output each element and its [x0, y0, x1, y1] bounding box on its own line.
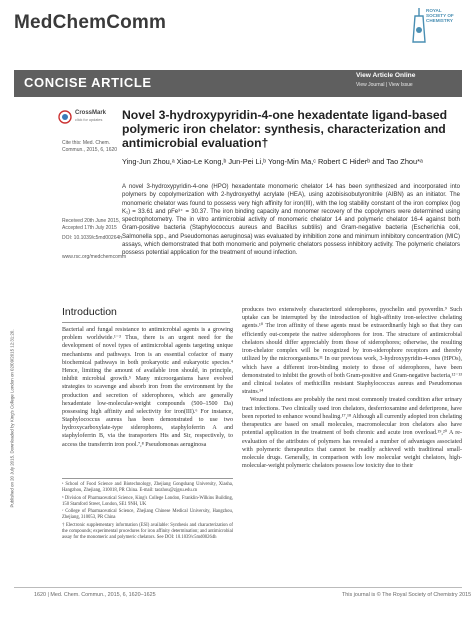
section-heading-introduction: Introduction: [62, 306, 117, 318]
view-article-online-link[interactable]: View Article Online: [356, 72, 416, 79]
citation: Cite this: Med. Chem. Commun., 2015, 6, 1620: [62, 140, 118, 153]
view-journal-links[interactable]: View Journal | View Issue: [356, 82, 413, 88]
abstract: A novel 3-hydroxypyridin-4-one (HPO) hexadentate monomeric chelator 14 has been synthesized and incorporated into polymers by copolymerization with 2-hydroxyethyl acrylate (HEA), using azobisisobutyronitrile (AIBN) as an initiator. The monomeric chelator was found to possess very high affinity for iron(III), with the log stability constant of the iron complex (log K₁) = 33.61 and pFe³⁺ = 30.37. The iron binding capacity and monomer recovery of the copolymers were determined using spectrophotometry. The in vitro antimicrobial activity of monomeric chelator 14 and polymeric chelator 16-4 against both Gram-positive bacteria (Staphylococcus aureus and Bacillus subtilis) and Gram-negative bacteria (Escherichia coli, Salmonella spp., and Pseudomonas aeruginosa) was evaluated by inhibition zone and minimum inhibitory concentration (MIC) assays, which demonstrated that both monomeric and polymeric chelators possess inhibitory activity. The polymeric chelators possess potential application for the treatment of wound infection.: [122, 184, 460, 256]
rsc-logo-text: ROYAL SOCIETY OF CHEMISTRY: [426, 8, 454, 24]
article-type: CONCISE ARTICLE: [24, 75, 152, 90]
author-list: Ying-Jun Zhou,ᵃ Xiao-Le Kong,ᵇ Jun-Pei Li,ᵇ Yong-Min Ma,ᶜ Robert C Hiderᵇ and Tao Zhou*ᵃ: [122, 157, 423, 166]
paragraph: Bacterial and fungal resistance to antimicrobial agents is a growing problem worldwide.¹⁻³ Thus, there is an urgent need for the development of novel types of antimicrobial agents targeting unique mechanisms and pathways. Iron is an essential cofactor of many biochemical pathways in both prokaryotic and eukaryotic species.⁴ Hence, limiting the amount of available iron should, in principle, inhibit microbial growth.⁵ Many microorganisms have evolved strategies to scavenge and absorb iron from the environment by the production and secretion of siderophores, which are generally hexadentate low-molecular-weight compounds (500–1500 Da) possessing high affinity and selectivity for iron(III).⁶ For instance, Staphylococcus aureus has been demonstrated to use two hydroxycarboxylate-type siderophores, staphyloferrin A and staphyloferrin B, via the transporters Hts and Sir, respectively, to access the transferrin iron pool.⁷,⁸ Pseudomonas aeruginosa: [62, 327, 233, 448]
body-column-left: [62, 326, 233, 449]
journal-website-link[interactable]: www.rsc.org/medchemcomm: [62, 254, 127, 260]
body-column-right: [242, 306, 462, 470]
crossmark-icon: [58, 110, 72, 124]
footnote-affiliation-a: ᵃ School of Food Science and Biotechnology, Zhejiang Gongshang University, Xiasha, Hangzhou, Zhejiang, 310018, PR China. E-mail: taozhou@zjgsu.edu.cn: [62, 482, 233, 494]
section-divider: [62, 322, 230, 323]
crossmark-badge[interactable]: [58, 108, 118, 128]
footnote-divider: [62, 478, 233, 479]
footnote-affiliation-b: ᵇ Division of Pharmaceutical Science, King's College London, Franklin-Wilkins Building, 150 Stamford Street, London, SE1 9NH, UK: [62, 495, 233, 507]
footnotes: [62, 482, 233, 543]
page-footer-citation: 1620 | Med. Chem. Commun., 2015, 6, 1620–1625: [34, 592, 156, 598]
crossmark-sub: click for updates: [75, 118, 103, 122]
publication-sidebar: [2, 210, 14, 510]
page-footer-copyright: This journal is © The Royal Society of Chemistry 2015: [342, 592, 472, 598]
crossmark-label: CrossMark: [75, 110, 107, 116]
article-dates: [62, 218, 124, 242]
accepted-date: Accepted 17th July 2015: [62, 225, 117, 231]
footer-divider: [14, 587, 462, 588]
footnote-affiliation-c: ᶜ College of Pharmaceutical Science, Zhejiang Chinese Medical University, Hangzhou, Zhejiang, 310053, PR China: [62, 509, 233, 521]
doi[interactable]: DOI: 10.1039/c5md00264h: [62, 235, 123, 241]
rsc-logo: [412, 6, 462, 50]
rsc-flask-icon: [412, 6, 426, 46]
received-date: Received 20th June 2015,: [62, 218, 121, 224]
journal-title: MedChemComm: [14, 12, 167, 33]
paragraph: produces two extensively characterized siderophores, pyochelin and pyoverdin.⁹ Such uptake can be interrupted by the introduction of high-affinity iron-selective chelating agents.¹⁰ The iron affinity of these agents must be extraordinarily high so that they can efficiently out-compete the native siderophores for iron. The structure of antimicrobial chelators should differ appreciably from those of siderophores; otherwise, the resulting iron-chelator complex will be recognized by iron-siderophore receptors and thereby utilized by the microorganisms.¹¹ In our previous work, 3-hydroxypyridin-4-ones (HPOs), which have a different iron-binding moiety to those of siderophores, have been demonstrated to inhibit the growth of both Gram-positive and Gram-negative bacteria,¹²⁻¹³ and clinical isolates of methicillin resistant Staphylococcus aureus and Pseudomonas strains.¹⁴: [242, 307, 462, 396]
download-notice: Published on 20 July 2015. Downloaded by King's College London on 02/09/2015 12:31:20.: [9, 329, 15, 508]
article-title: Novel 3-hydroxypyridin-4-one hexadentate ligand-based polymeric iron chelator: synthesis, characterization and antimicrobial evaluation†: [122, 108, 448, 150]
paragraph: Wound infections are probably the next most commonly treated condition after urinary tract infections. Two clinically used iron chelators, desferrioxamine and deferiprone, have been reported to enhance wound healing.¹⁷,¹⁸ Although all currently adopted iron chelating therapeutics are based on small molecules, macromolecular iron chelators also have potential application in the treatment of both chronic and acute iron overload.¹⁹,²⁰ A re-evaluation of the attributes of polymers has revealed a number of advantages associated with polymeric therapeutics that cannot be readily achieved with traditional small-molecule drugs. Generally, in comparison with low molecular weight chelators, high-molecular-weight polymeric chelators possess low toxicity due to their: [242, 397, 462, 470]
footnote-esi: † Electronic supplementary information (ESI) available: Synthesis and characterization of the compounds; experimental procedures for iron affinity determination; and antimicrobial assay for the monomeric and polymeric chelators. See DOI: 10.1039/c5md00264h: [62, 522, 233, 541]
